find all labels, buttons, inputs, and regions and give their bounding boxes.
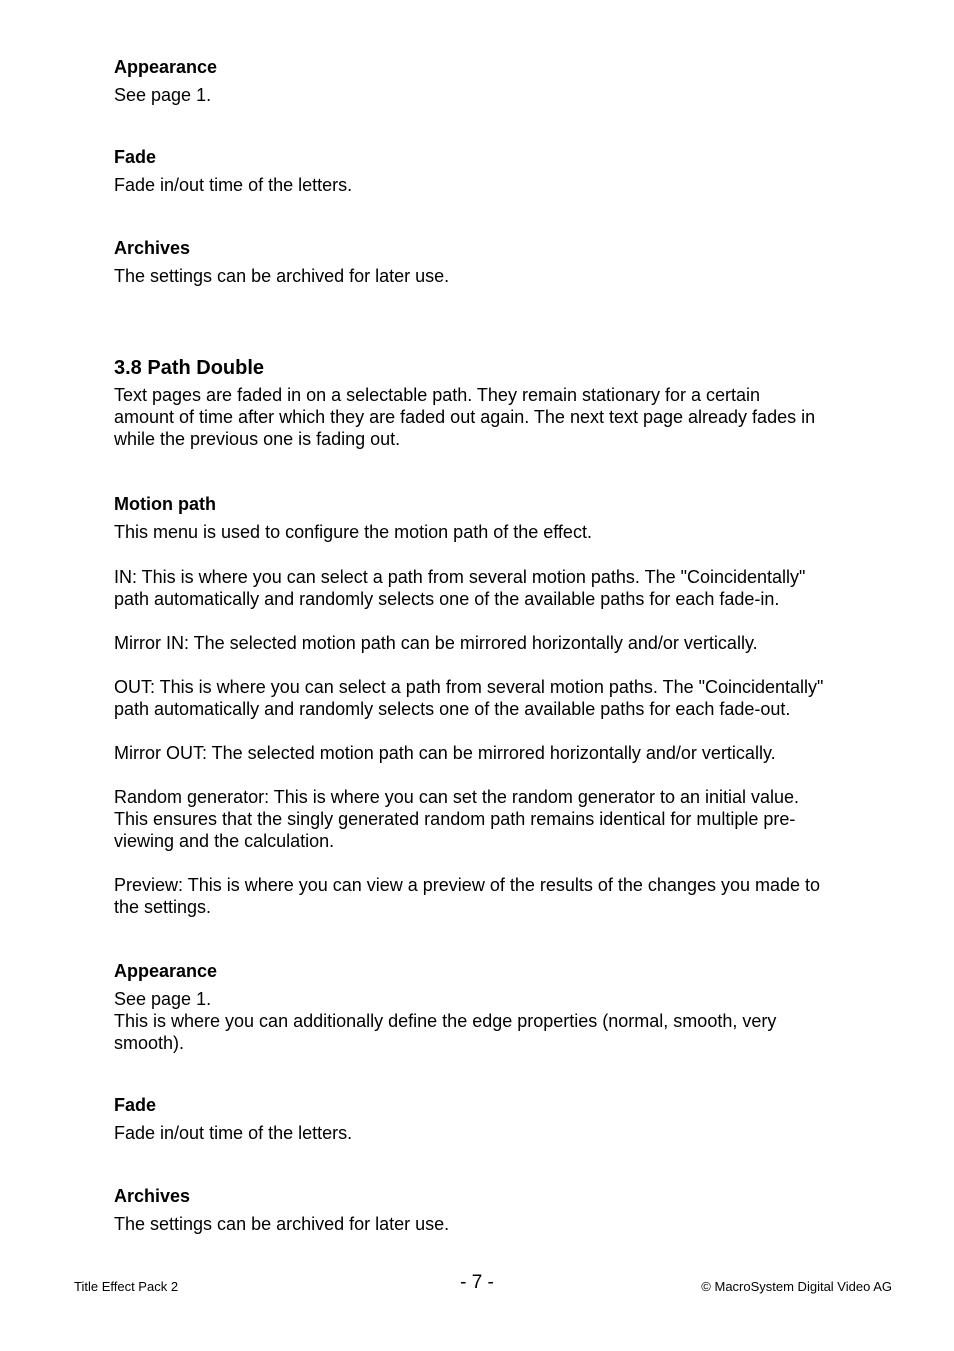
archives-text: The settings can be archived for later use. [114,266,450,286]
random-line: This ensures that the singly generated random path remains identical for multiple pre- [114,809,796,829]
mirror-out-paragraph: Mirror OUT: The selected motion path can be mirrored horizontally and/or vertically. [114,743,776,763]
archives-heading: Archives [114,238,191,258]
fade-heading: Fade [114,1095,157,1115]
archives-block-top [114,237,894,287]
fade-text: Fade in/out time of the letters. [114,175,353,195]
in-line: IN: This is where you can select a path from several motion paths. The "Coincidentally" [114,567,806,587]
in-line: path automatically and randomly selects one of the available paths for each fade-in. [114,589,780,609]
intro-line: while the previous one is fading out. [114,429,401,449]
random-line: Random generator: This is where you can set the random generator to an initial value. [114,787,800,807]
archives-text: The settings can be archived for later use. [114,1214,450,1234]
fade-block-bottom [114,1094,894,1144]
motion-path-heading: Motion path [114,494,216,514]
intro-line: Text pages are faded in on a selectable path. They remain stationary for a certain [114,385,761,405]
appearance-block-bottom [114,960,894,1054]
preview-paragraph [114,874,894,918]
section-block [114,356,894,450]
section-intro [114,384,894,450]
mirror-in-paragraph: Mirror IN: The selected motion path can be mirrored horizontally and/or vertically. [114,633,758,653]
appearance-line: smooth). [114,1033,185,1053]
random-generator-paragraph [114,786,894,852]
appearance-line: This is where you can additionally define the edge properties (normal, smooth, very [114,1011,777,1031]
preview-line: Preview: This is where you can view a preview of the results of the changes you made to [114,875,821,895]
fade-block-top [114,146,894,196]
random-line: viewing and the calculation. [114,831,335,851]
appearance-heading: Appearance [114,961,218,981]
archives-block-bottom [114,1185,894,1235]
footer-page-number: - 7 - [460,1272,494,1293]
in-paragraph [114,566,894,610]
appearance-line: See page 1. [114,989,212,1009]
motion-path-block [114,493,894,918]
appearance-text [114,988,894,1054]
out-paragraph [114,676,894,720]
out-line: OUT: This is where you can select a path from several motion paths. The "Coincidentally" [114,677,824,697]
appearance-heading: Appearance [114,57,218,77]
appearance-block-top [114,56,894,106]
fade-text: Fade in/out time of the letters. [114,1123,353,1143]
preview-line: the settings. [114,897,212,917]
appearance-text: See page 1. [114,85,212,105]
motion-path-intro: This menu is used to configure the motion path of the effect. [114,522,592,542]
section-title: 3.8 Path Double [114,357,265,379]
footer-document-title: Title Effect Pack 2 [74,1279,179,1294]
intro-line: amount of time after which they are faded out again. The next text page already fades in [114,407,816,427]
out-line: path automatically and randomly selects one of the available paths for each fade-out. [114,699,791,719]
fade-heading: Fade [114,147,157,167]
archives-heading: Archives [114,1186,191,1206]
footer-copyright: © MacroSystem Digital Video AG [701,1279,892,1294]
